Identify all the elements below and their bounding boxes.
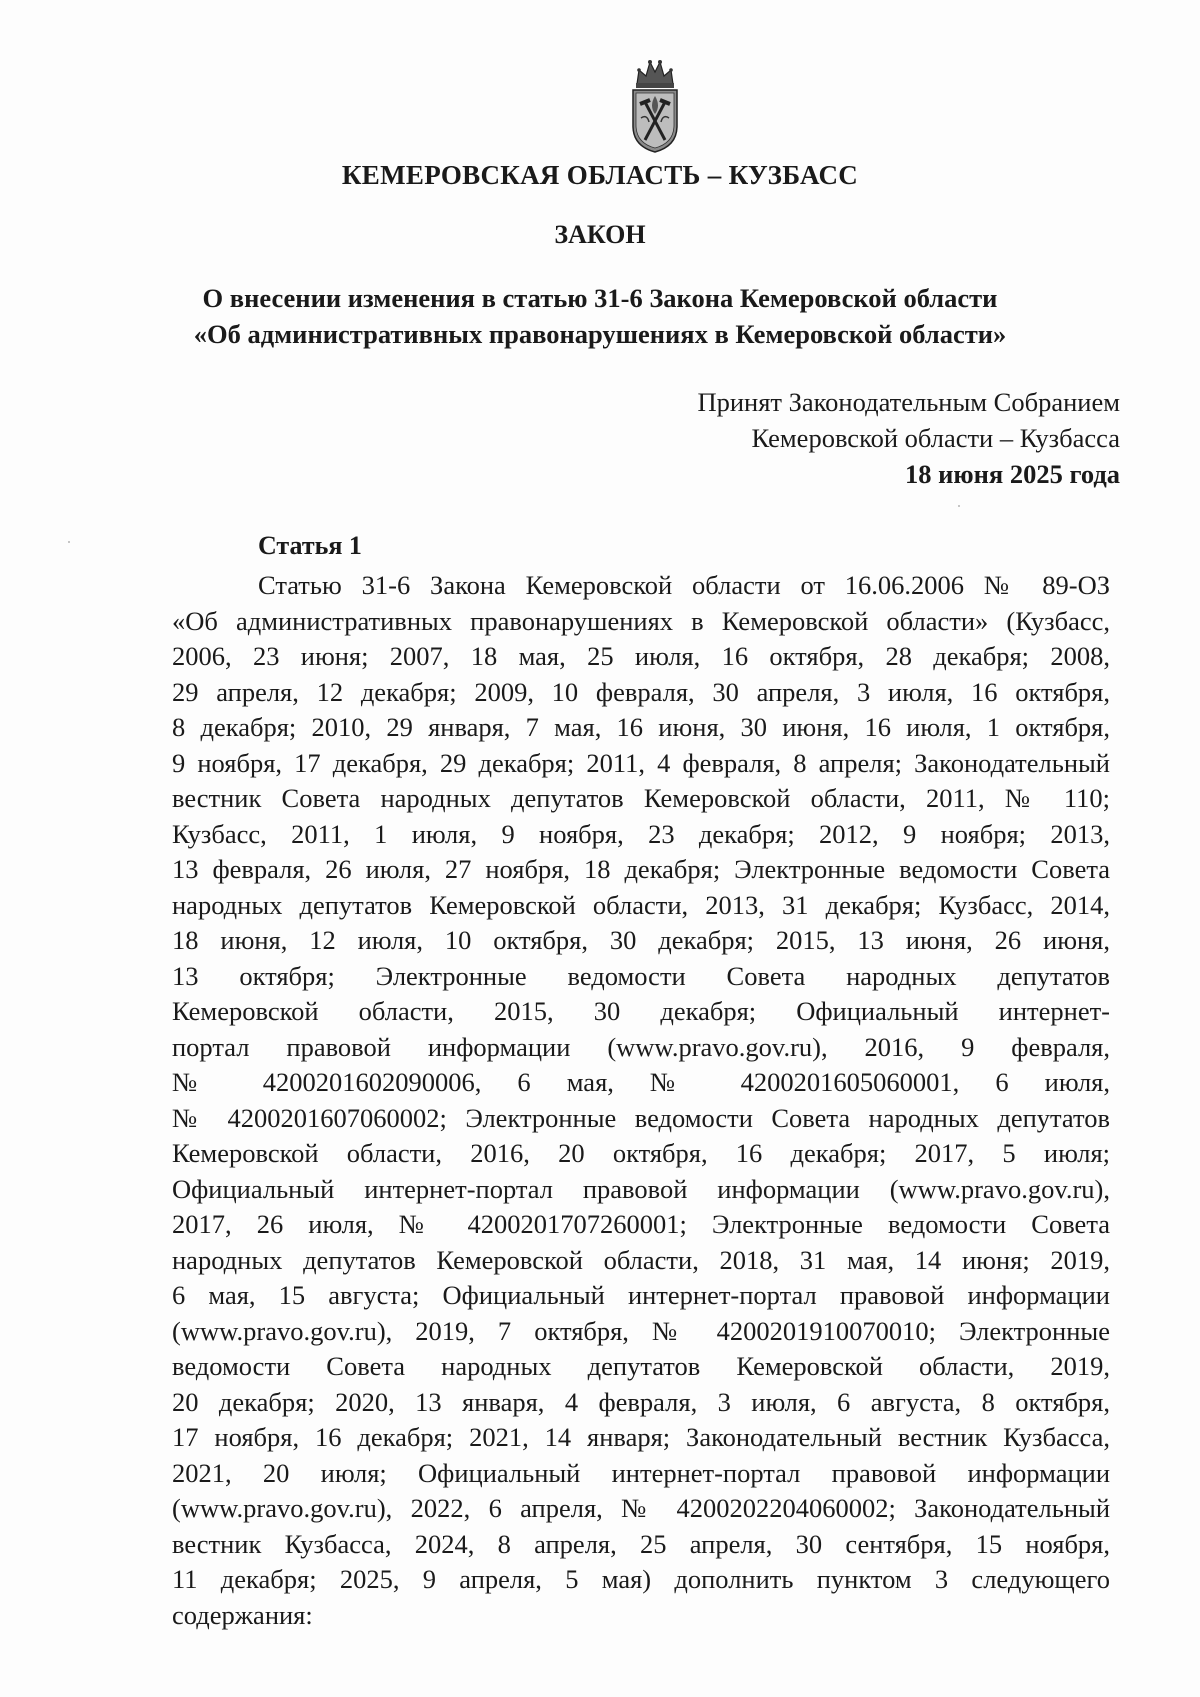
article-line: 2017, 26 июля, № 4200201707260001; Электронные ведомости Совета: [172, 1209, 1110, 1239]
article-line: «Об административных правонарушениях в Кемеровской области» (Кузбасс,: [172, 605, 1110, 636]
article-line: народных депутатов Кемеровской области, 2013, 31 декабря; Кузбасс, 2014,: [172, 889, 1110, 920]
document-type: ЗАКОН: [554, 220, 646, 249]
article-line: 11 декабря; 2025, 9 апреля, 5 мая) дополнить пунктом 3 следующего: [172, 1564, 1110, 1594]
article-line: содержания:: [172, 1599, 313, 1630]
article-line: (www.pravo.gov.ru), 2022, 6 апреля, № 4200202204060002; Законодательный: [172, 1493, 1110, 1523]
article-line: 8 декабря; 2010, 29 января, 7 мая, 16 июня, 30 июня, 16 июля, 1 октября,: [172, 712, 1110, 742]
article-line: 20 декабря; 2020, 13 января, 4 февраля, 3 июля, 6 августа, 8 октября,: [172, 1386, 1110, 1417]
article-line: Статью 31-6 Закона Кемеровской области от 16.06.2006 № 89-ОЗ: [258, 570, 1110, 600]
adoption-line: Принят Законодательным Собранием: [697, 387, 1120, 417]
article-line: народных депутатов Кемеровской области, 2018, 31 мая, 14 июня; 2019,: [172, 1244, 1110, 1275]
adoption-block: [697, 384, 1120, 492]
article-heading: Статья 1: [258, 531, 362, 560]
article-line: Кемеровской области, 2016, 20 октября, 16 декабря; 2017, 5 июля;: [172, 1138, 1110, 1168]
article-line: ведомости Совета народных депутатов Кемеровской области, 2019,: [172, 1351, 1110, 1381]
adoption-line: Кемеровской области – Кузбасса: [751, 423, 1120, 453]
article-line: № 4200201602090006, 6 мая, № 4200201605060001, 6 июля,: [172, 1067, 1110, 1097]
article-line: Официальный интернет-портал правовой информации (www.pravo.gov.ru),: [172, 1173, 1110, 1204]
article-line: 9 ноября, 17 декабря, 29 декабря; 2011, 4 февраля, 8 апреля; Законодательный: [172, 747, 1110, 778]
article-line: 18 июня, 12 июля, 10 октября, 30 декабря; 2015, 13 июня, 26 июня,: [172, 925, 1110, 955]
article-line: 2021, 20 июля; Официальный интернет-портал правовой информации: [172, 1457, 1110, 1488]
article-line: (www.pravo.gov.ru), 2019, 7 октября, № 4200201910070010; Электронные: [172, 1315, 1110, 1346]
article-line: 13 февраля, 26 июля, 27 ноября, 18 декабря; Электронные ведомости Совета: [172, 854, 1110, 884]
law-title-line: О внесении изменения в статью 31-6 Закона Кемеровской области: [202, 283, 998, 313]
scan-speck: [958, 505, 960, 507]
article-line: 6 мая, 15 августа; Официальный интернет-портал правовой информации: [172, 1280, 1110, 1310]
scan-speck: [68, 541, 70, 543]
article-line: 29 апреля, 12 декабря; 2009, 10 февраля, 30 апреля, 3 июля, 16 октября,: [172, 676, 1110, 707]
law-title-line: «Об административных правонарушениях в Кемеровской области»: [193, 319, 1007, 349]
law-title: [0, 280, 1200, 352]
article-line: Кузбасс, 2011, 1 июля, 9 ноября, 23 декабря; 2012, 9 ноября; 2013,: [172, 818, 1110, 849]
article-line: Кемеровской области, 2015, 30 декабря; Официальный интернет-: [172, 996, 1110, 1026]
adoption-date: 18 июня 2025 года: [904, 459, 1120, 489]
coat-of-arms-icon: [627, 56, 683, 154]
article-line: портал правовой информации (www.pravo.gov.ru), 2016, 9 февраля,: [172, 1031, 1110, 1062]
article-line: 13 октября; Электронные ведомости Совета народных депутатов: [172, 960, 1110, 991]
article-line: № 4200201607060002; Электронные ведомости Совета народных депутатов: [172, 1102, 1110, 1133]
article-line: вестник Совета народных депутатов Кемеровской области, 2011, № 110;: [172, 783, 1110, 813]
article-line: вестник Кузбасса, 2024, 8 апреля, 25 апреля, 30 сентября, 15 ноября,: [172, 1528, 1110, 1559]
article-line: 2006, 23 июня; 2007, 18 мая, 25 июля, 16 октября, 28 декабря; 2008,: [172, 641, 1110, 671]
article-line: 17 ноября, 16 декабря; 2021, 14 января; Законодательный вестник Кузбасса,: [172, 1422, 1110, 1452]
region-title: КЕМЕРОВСКАЯ ОБЛАСТЬ – КУЗБАСС: [341, 160, 859, 190]
article-body: [172, 568, 1110, 1633]
